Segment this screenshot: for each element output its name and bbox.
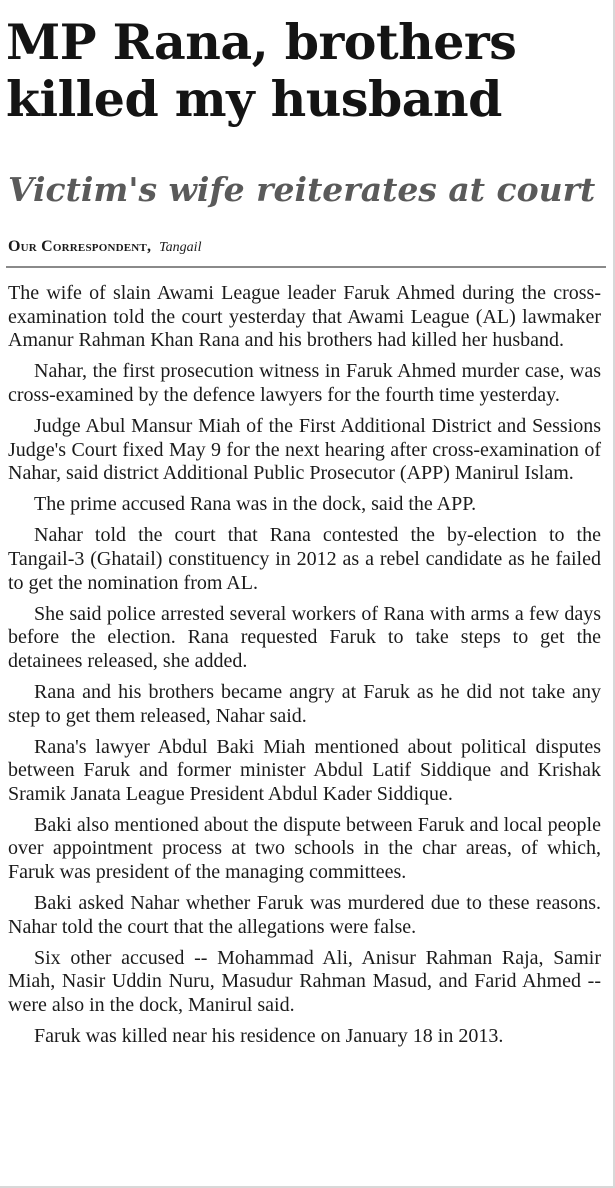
headline [6,14,606,128]
headline-line-2: killed my husband [6,70,502,128]
paragraph: Baki asked Nahar whether Faruk was murdered due to these reasons. Nahar told the court that the allegations were false. [8,892,601,938]
paragraph: She said police arrested several workers of Rana with arms a few days before the election. Rana requested Faruk to take steps to get the detainees released, she added. [8,602,601,672]
paragraph: Faruk was killed near his residence on January 18 in 2013. [34,1025,504,1048]
byline-author: Our Correspondent, [8,238,152,255]
paragraph: Nahar, the first prosecution witness in Faruk Ahmed murder case, was cross-examined by the defence lawyers for the fourth time yesterday. [8,360,601,406]
paragraph: Nahar told the court that Rana contested the by-election to the Tangail-3 (Ghatail) constituency in 2012 as a rebel candidate as he failed to get the nomination from AL. [8,524,601,594]
byline [8,238,608,256]
paragraph: Baki also mentioned about the dispute between Faruk and local people over appointment process at two schools in the char areas, of which, Faruk was president of the managing committees. [8,813,601,884]
headline-line-1: MP Rana, brothers [6,13,517,71]
article-body [8,282,601,1056]
paragraph: Judge Abul Mansur Miah of the First Additional District and Sessions Judge's Court fixed May 9 for the next hearing after cross-examination of Nahar, said district Additional Public Prosecutor (APP) Manirul Islam. [8,414,601,485]
byline-divider [6,266,606,268]
paragraph: Six other accused -- Mohammad Ali, Anisur Rahman Raja, Samir Miah, Nasir Uddin Nuru, Masudur Rahman Masud, and Farid Ahmed -- were also in the dock, Manirul said. [8,946,601,1017]
subheadline: Victim's wife reiterates at court [8,170,596,209]
byline-location: Tangail [159,240,202,255]
paragraph: The wife of slain Awami League leader Faruk Ahmed during the cross-examination told the court yesterday that Awami League (AL) lawmaker Amanur Rahman Khan Rana and his brothers had killed her husband. [8,282,601,352]
paragraph: Rana and his brothers became angry at Faruk as he did not take any step to get them released, Nahar said. [8,680,601,727]
paragraph: Rana's lawyer Abdul Baki Miah mentioned about political disputes between Faruk and former minister Abdul Latif Siddique and Krishak Sramik Janata League President Abdul Kader Siddique. [8,735,601,805]
paragraph: The prime accused Rana was in the dock, said the APP. [34,493,477,516]
